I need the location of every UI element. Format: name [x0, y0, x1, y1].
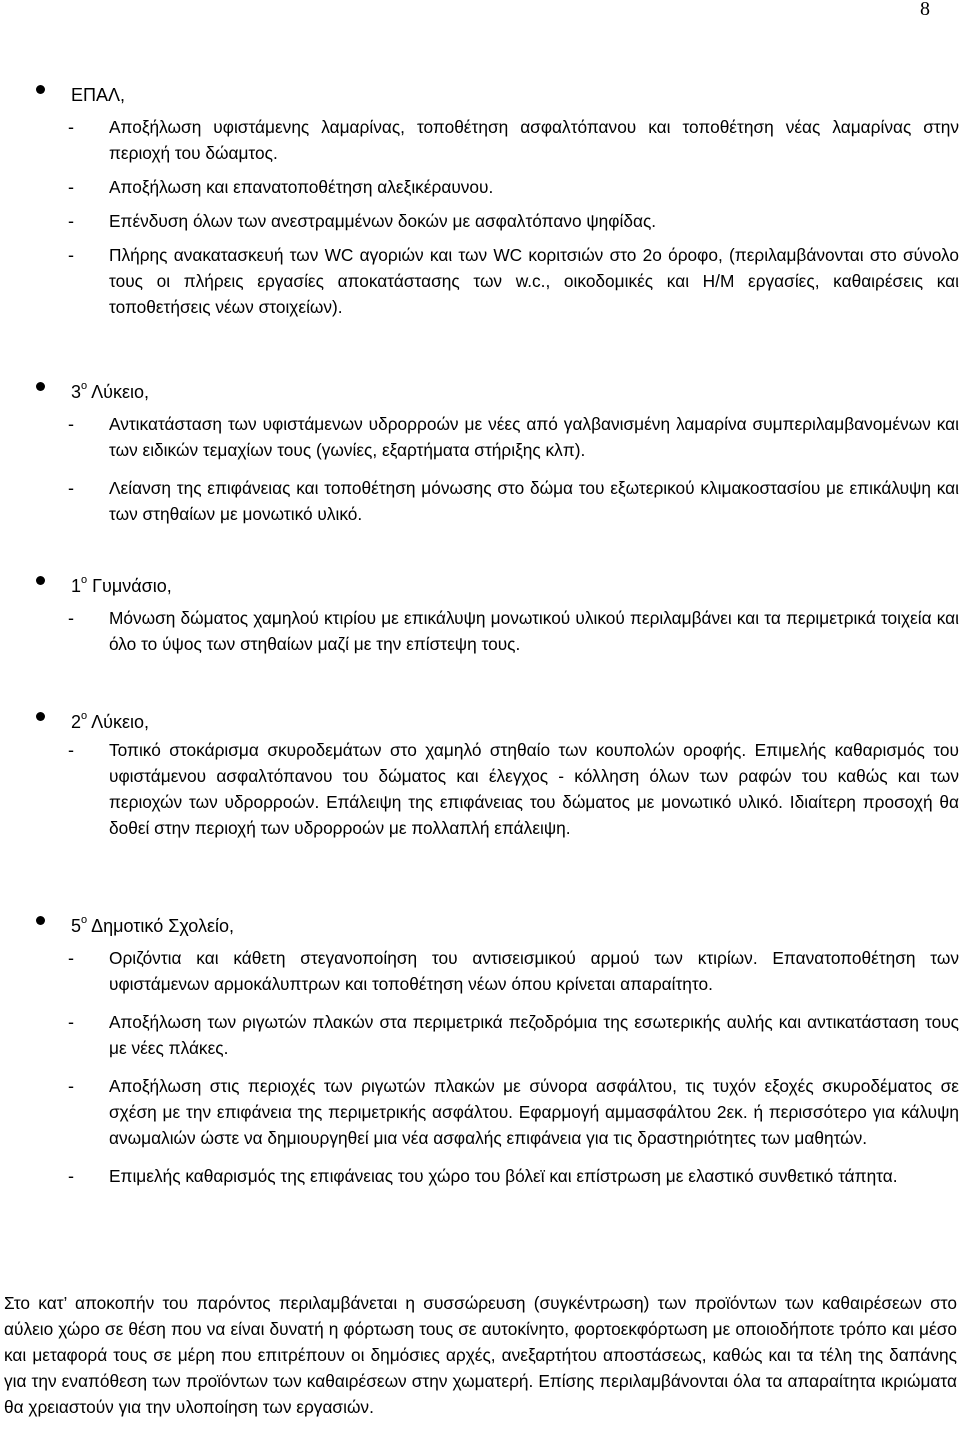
section-title: $2^o$ Λύκειο, — [71, 710, 150, 732]
bullet-icon — [36, 576, 45, 585]
section-heading — [0, 565, 960, 595]
list-item — [0, 475, 960, 527]
list-item — [0, 208, 960, 234]
section-heading — [0, 371, 960, 401]
list-item-text: Αποξήλωση των ριγωτών πλακών στα περιμετρικά πεζοδρόμια της εσωτερικής αυλής και αντικατάσταση τους με νέες πλάκες. — [109, 1012, 959, 1058]
section-3rd-lyceum — [0, 371, 960, 527]
list-item — [0, 945, 960, 997]
section-title: $1^o$ Γυμνάσιο, — [71, 574, 172, 596]
dash-marker: - — [68, 608, 74, 628]
list-item — [0, 114, 960, 166]
list-item-text: Επιμελής καθαρισμός της επιφάνειας του χώρο του βόλεϊ και επίστρωση με ελαστικό συνθετικό τάπητα. — [109, 1166, 898, 1186]
list-item-text: Μόνωση δώματος χαμηλού κτιρίου με επικάλυψη μονωτικού υλικού περιλαμβάνει και τα περιμετρικά τοιχεία και όλο το ύψος των στηθαίων μαζί με την επίστεψη τους. — [109, 608, 959, 654]
list-item-text: Αποξήλωση και επανατοποθέτηση αλεξικέραυνου. — [109, 177, 494, 197]
section-title: ΕΠΑΛ, — [71, 85, 126, 105]
dash-marker: - — [68, 1166, 74, 1186]
section-5th-primary-school — [0, 905, 960, 1189]
bullet-icon — [36, 712, 45, 721]
list-item-text: Αντικατάσταση των υφιστάμενων υδρορροών με νέες από γαλβανισμένη λαμαρίνα συμπεριλαμβανομένων και των ειδικών τεμαχίων τους (γωνίες, εξαρτήματα στήριξης κλπ). — [109, 414, 959, 460]
section-1st-gymnasium — [0, 565, 960, 657]
dash-marker: - — [68, 414, 74, 434]
list-item-text: Οριζόντια και κάθετη στεγανοποίηση του αντισεισμικού αρμού των κτιρίων. Επανατοποθέτηση των υφιστάμενων αρμοκάλυπτρων και τοποθέτηση νέων όπου κρίνεται απαραίτητο. — [109, 948, 959, 994]
bullet-icon — [36, 382, 45, 391]
list-item — [0, 174, 960, 200]
bullet-icon — [36, 916, 45, 925]
list-item — [0, 605, 960, 657]
dash-marker: - — [68, 117, 74, 137]
section-epal — [0, 74, 960, 320]
dash-marker: - — [68, 1076, 74, 1096]
section-title: $3^o$ Λύκειο, — [71, 380, 150, 402]
dash-marker: - — [68, 245, 74, 265]
list-item — [0, 1163, 960, 1189]
list-item-text: Αποξήλωση υφιστάμενης λαμαρίνας, τοποθέτηση ασφαλτόπανου και τοποθέτηση νέας λαμαρίνας στην περιοχή του δώαμτος. — [109, 117, 959, 163]
list-item-text: Επένδυση όλων των ανεστραμμένων δοκών με ασφαλτόπανο ψηφίδας. — [109, 211, 657, 231]
dash-marker: - — [68, 211, 74, 231]
list-item — [0, 411, 960, 463]
list-item-text: Λείανση της επιφάνειας και τοποθέτηση μόνωσης στο δώμα του εξωτερικού κλιμακοστασίου με επικάλυψη και των στηθαίων με μονωτικό υλικό. — [109, 478, 959, 524]
dash-marker: - — [68, 948, 74, 968]
section-title: $5^o$ Δημοτικό Σχολείο, — [71, 914, 235, 936]
list-item-text: Πλήρης ανακατασκευή των WC αγοριών και των WC κοριτσιών στο 2ο όροφο, (περιλαμβάνονται στο σύνολο τους οι πλήρεις εργασίες αποκατάστασης των w.c., οικοδομικές και Η/Μ εργασίες, καθαιρέσεις και τοποθετήσεις νέων στοιχείων). — [109, 245, 959, 317]
list-item — [0, 242, 960, 320]
dash-marker: - — [68, 740, 74, 760]
list-item-text: Τοπικό στοκάρισμα σκυροδεμάτων στο χαμηλό στηθαίο των κουπολών οροφής. Επιμελής καθαρισμός του υφιστάμενου ασφαλτόπανου του δώματος και έλεγχος - κόλληση όλων των ραφών του καθώς και των περιοχών των υδρορροών. Επάλειψη της επιφάνειας του δώματος με μονωτικό υλικό. Ιδιαίτερη προσοχή θα δοθεί στην περιοχή των υδρορροών με πολλαπλή επάλειψη. — [109, 740, 959, 838]
dash-marker: - — [68, 177, 74, 197]
list-item-text: Αποξήλωση στις περιοχές των ριγωτών πλακών με σύνορα ασφάλτου, τις τυχόν εξοχές σκυροδέματος σε σχέση με την επιφάνεια της περιμετρικής ασφάλτου. Εφαρμογή αμμασφάλτου 2εκ. ή περισσότερο για κάλυψη ανωμαλιών ώστε να δημιουργηθεί μια νέα ασφαλής επιφάνεια για τις δραστηριότητες των μαθητών. — [109, 1076, 959, 1148]
section-2nd-lyceum — [0, 701, 960, 841]
bullet-icon — [36, 85, 45, 94]
dash-marker: - — [68, 478, 74, 498]
list-item — [0, 1073, 960, 1151]
dash-marker: - — [68, 1012, 74, 1032]
section-heading — [0, 701, 960, 731]
list-item — [0, 737, 960, 841]
closing-paragraph: Στο κατ’ αποκοπήν του παρόντος περιλαμβάνεται η συσσώρευση (συγκέντρωση) των προϊόντων των καθαιρέσεων στο αύλειο χώρο σε θέση που να είναι δυνατή η φόρτωση τους σε αυτοκίνητο, φορτοεκφόρτωση με οποιοδήποτε τρόπο και μέσο και μεταφορά τους σε μέρη που επιτρέπουν οι δημόσιες αρχές, ανεξαρτήτου αποστάσεως, καθώς και τα τέλη της δαπάνης για την εναπόθεση των προϊόντων των καθαιρέσεων στην χωματερή. Επίσης περιλαμβάνονται όλα τα απαραίτητα ικριώματα θα χρειαστούν για την υλοποίηση των εργασιών. — [4, 1293, 957, 1417]
list-item — [0, 1009, 960, 1061]
section-heading — [0, 905, 960, 935]
page-number: 8 — [920, 0, 930, 20]
section-heading — [0, 74, 960, 104]
